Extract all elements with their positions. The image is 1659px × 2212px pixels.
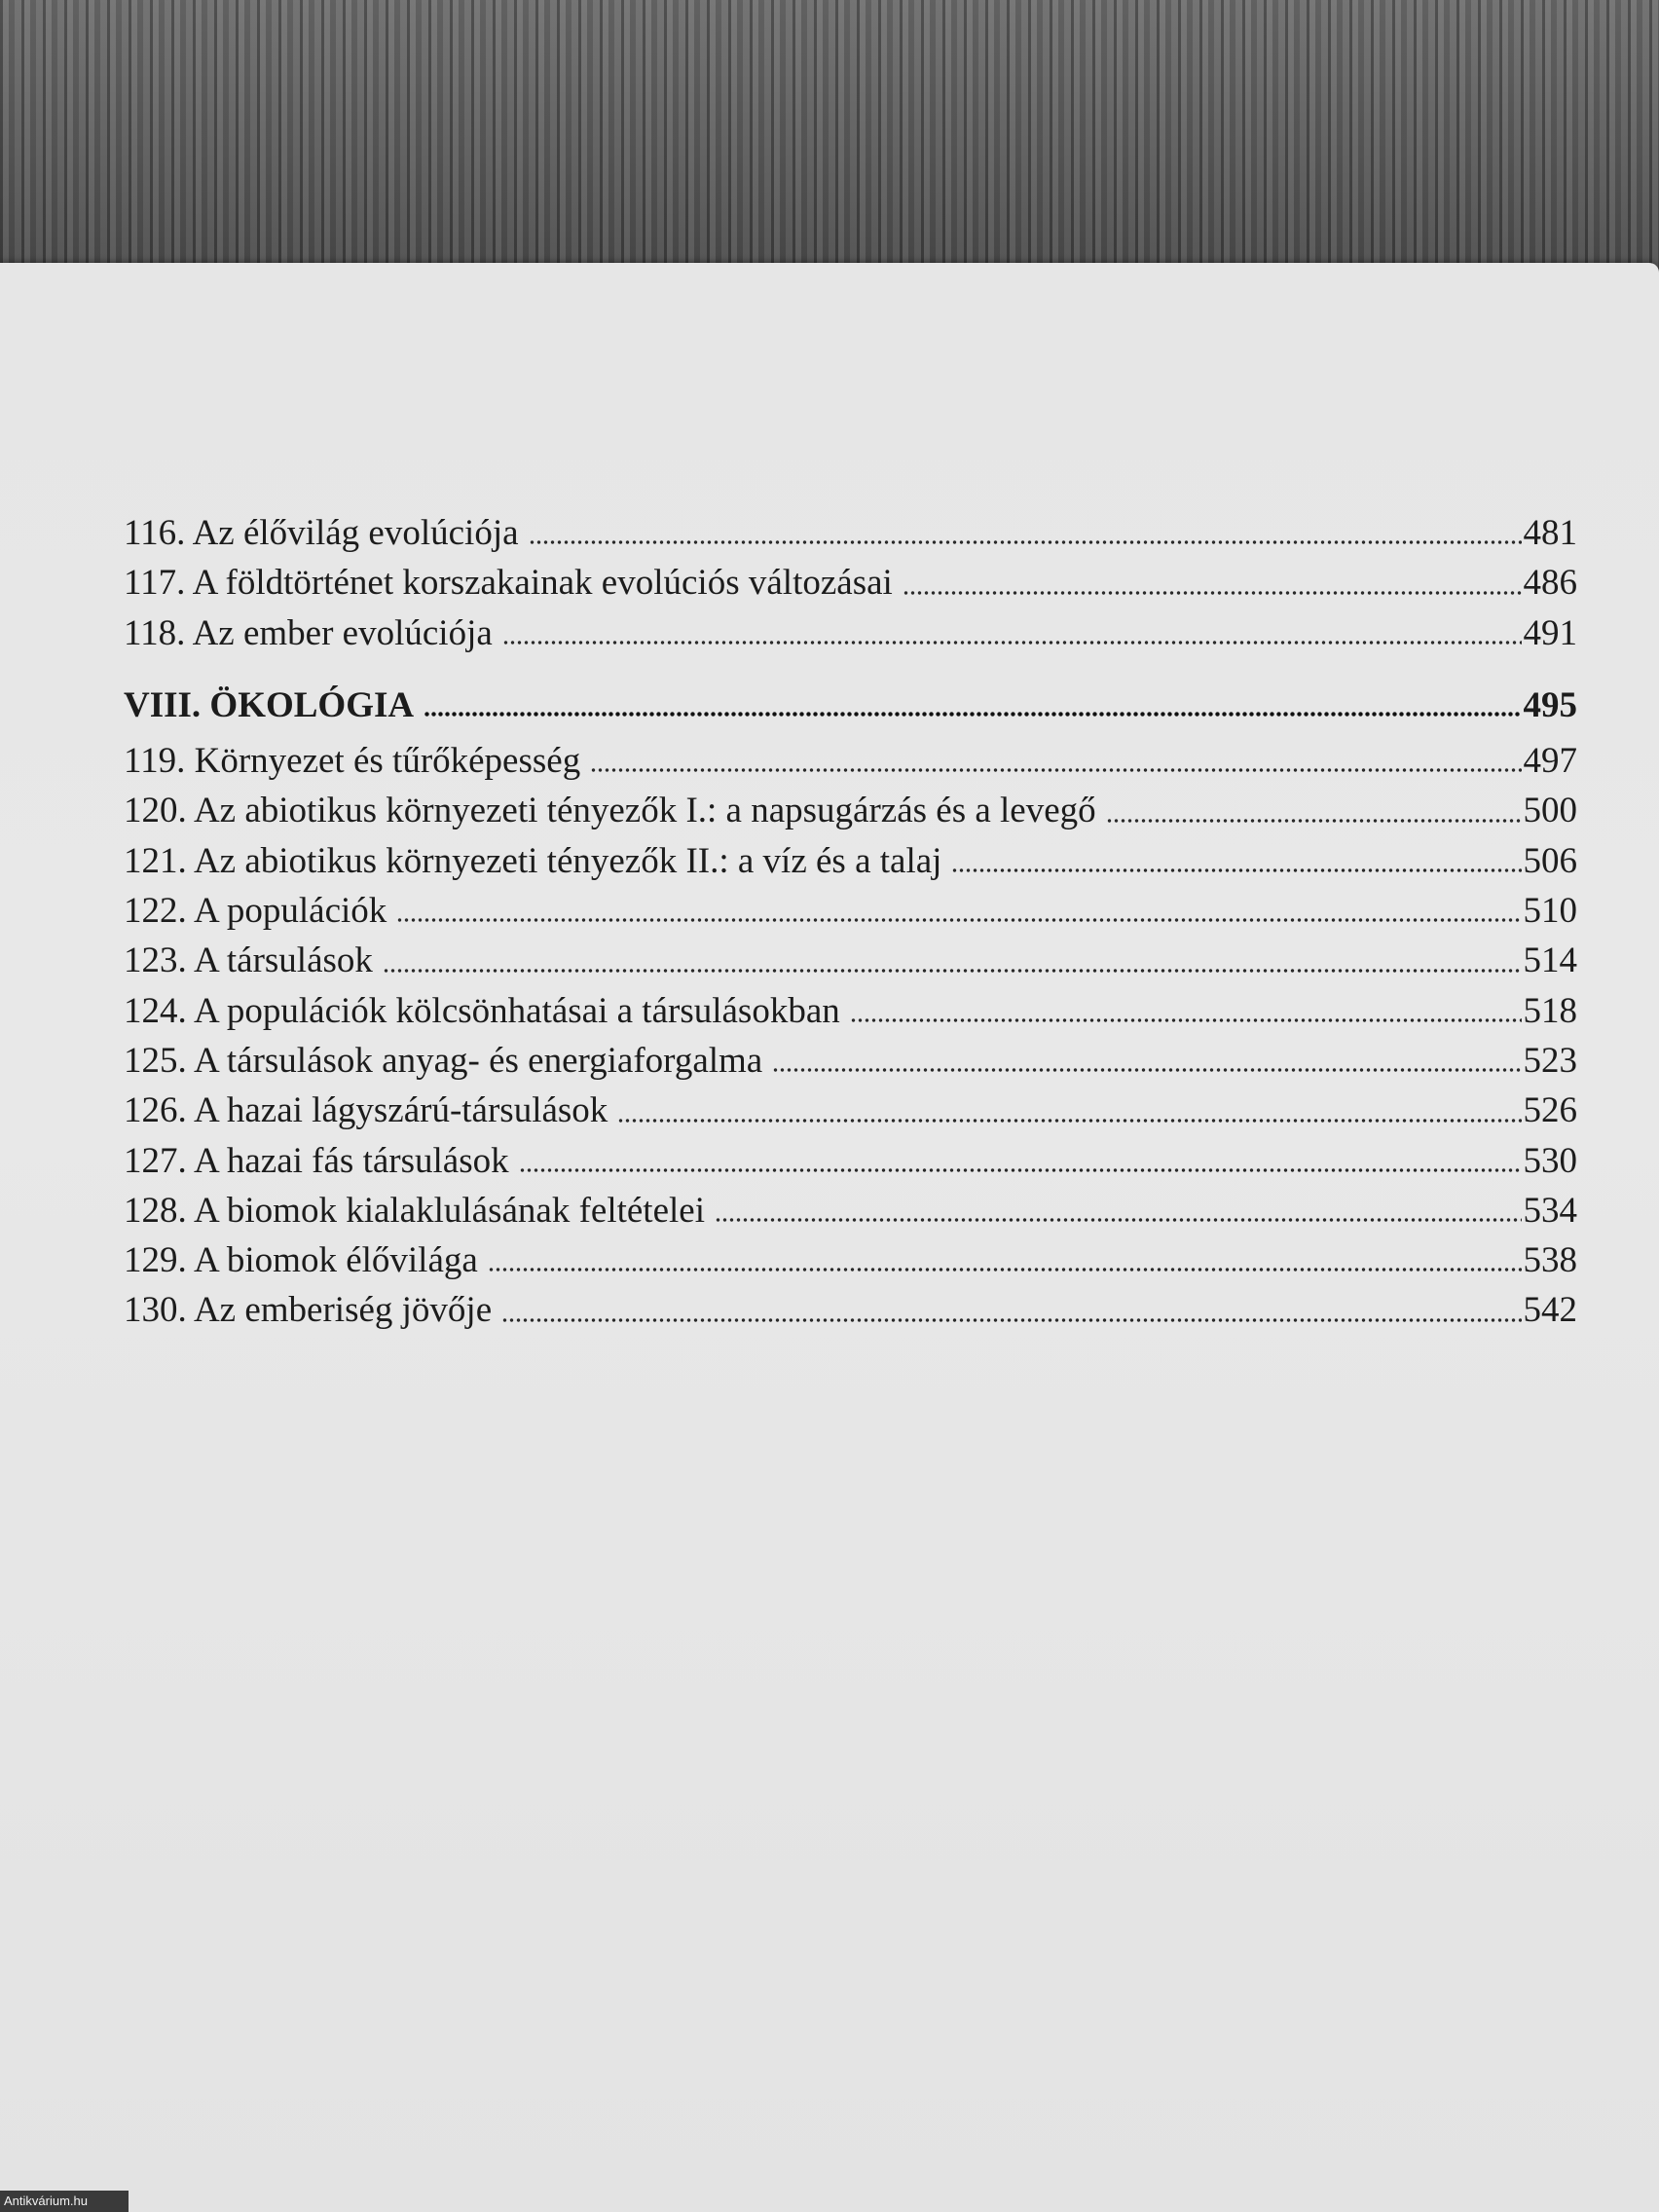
toc-entry-page: 523 xyxy=(1523,1040,1577,1081)
dot-leader xyxy=(715,1218,1522,1222)
toc-entry-page: 514 xyxy=(1523,940,1577,981)
toc-entry-title: 117. A földtörténet korszakainak evolúciós változásai xyxy=(124,563,893,604)
dot-leader xyxy=(501,1318,1521,1322)
toc-entry-title: 122. A populációk xyxy=(124,891,387,932)
toc-entry xyxy=(124,1036,1577,1086)
toc-entry-page: 510 xyxy=(1523,891,1577,932)
toc-entry-title: 128. A biomok kialaklulásának feltételei xyxy=(124,1190,705,1231)
toc-chapter-heading xyxy=(124,681,1577,730)
toc-entry xyxy=(124,786,1577,835)
toc-entry-page: 526 xyxy=(1523,1090,1577,1131)
toc-entry xyxy=(124,608,1577,658)
toc-entry-title: 121. Az abiotikus környezeti tényezők II.: a víz és a talaj xyxy=(124,840,942,881)
chapter-page: 495 xyxy=(1523,684,1577,725)
toc-entry-title: 126. A hazai lágyszárú-társulások xyxy=(124,1090,608,1131)
toc-entry-title: 120. Az abiotikus környezeti tényezők I.: a napsugárzás és a levegő xyxy=(124,791,1096,831)
toc-entry-page: 534 xyxy=(1523,1190,1577,1231)
dot-leader xyxy=(951,868,1521,872)
dot-leader xyxy=(1106,819,1522,823)
toc-entry xyxy=(124,1186,1577,1235)
watermark: Antikvárium.hu xyxy=(0,2191,129,2212)
toc-entry-title: 129. A biomok élővilága xyxy=(124,1240,478,1281)
toc-entry-page: 538 xyxy=(1523,1240,1577,1281)
toc-entry-page: 500 xyxy=(1523,791,1577,831)
toc-entry xyxy=(124,836,1577,886)
toc-entry-title: 127. A hazai fás társulások xyxy=(124,1140,509,1181)
dot-leader xyxy=(529,540,1522,544)
toc-entry xyxy=(124,508,1577,558)
toc-entry xyxy=(124,1086,1577,1135)
toc-entry-page: 542 xyxy=(1523,1290,1577,1331)
toc-entry-page: 486 xyxy=(1523,563,1577,604)
table-of-contents xyxy=(124,508,1577,1336)
toc-entry-title: 130. Az emberiség jövője xyxy=(124,1290,493,1331)
toc-entry-page: 506 xyxy=(1523,840,1577,881)
chapter-title: VIII. ÖKOLÓGIA xyxy=(124,684,415,725)
dot-leader xyxy=(488,1268,1522,1272)
toc-entry-page: 481 xyxy=(1523,513,1577,553)
toc-entry xyxy=(124,986,1577,1036)
dot-leader xyxy=(590,768,1521,772)
dot-leader xyxy=(396,918,1521,922)
toc-entry-title: 118. Az ember evolúciója xyxy=(124,612,493,653)
dot-leader xyxy=(519,1168,1522,1172)
toc-entry xyxy=(124,886,1577,936)
toc-entry xyxy=(124,558,1577,608)
toc-entry-title: 125. A társulások anyag- és energiaforgalma xyxy=(124,1040,763,1081)
toc-entry-page: 491 xyxy=(1523,612,1577,653)
toc-entry xyxy=(124,1285,1577,1335)
dot-leader xyxy=(850,1018,1522,1022)
toc-entry-title: 119. Környezet és tűrőképesség xyxy=(124,741,581,782)
toc-entry-title: 123. A társulások xyxy=(124,940,373,981)
dot-leader xyxy=(772,1068,1521,1072)
dot-leader xyxy=(502,641,1522,645)
toc-entry xyxy=(124,936,1577,985)
dot-leader xyxy=(617,1119,1521,1123)
toc-entry xyxy=(124,1235,1577,1285)
toc-entry-page: 518 xyxy=(1523,990,1577,1031)
toc-entry-page: 530 xyxy=(1523,1140,1577,1181)
toc-entry xyxy=(124,736,1577,786)
toc-entry-title: 124. A populációk kölcsönhatásai a társulásokban xyxy=(124,990,840,1031)
dot-leader xyxy=(383,969,1522,973)
toc-entry-page: 497 xyxy=(1523,741,1577,782)
background-surface xyxy=(0,0,1659,282)
dot-leader xyxy=(424,712,1521,717)
dot-leader xyxy=(903,591,1522,595)
toc-entry xyxy=(124,1136,1577,1186)
toc-entry-title: 116. Az élővilág evolúciója xyxy=(124,513,519,553)
